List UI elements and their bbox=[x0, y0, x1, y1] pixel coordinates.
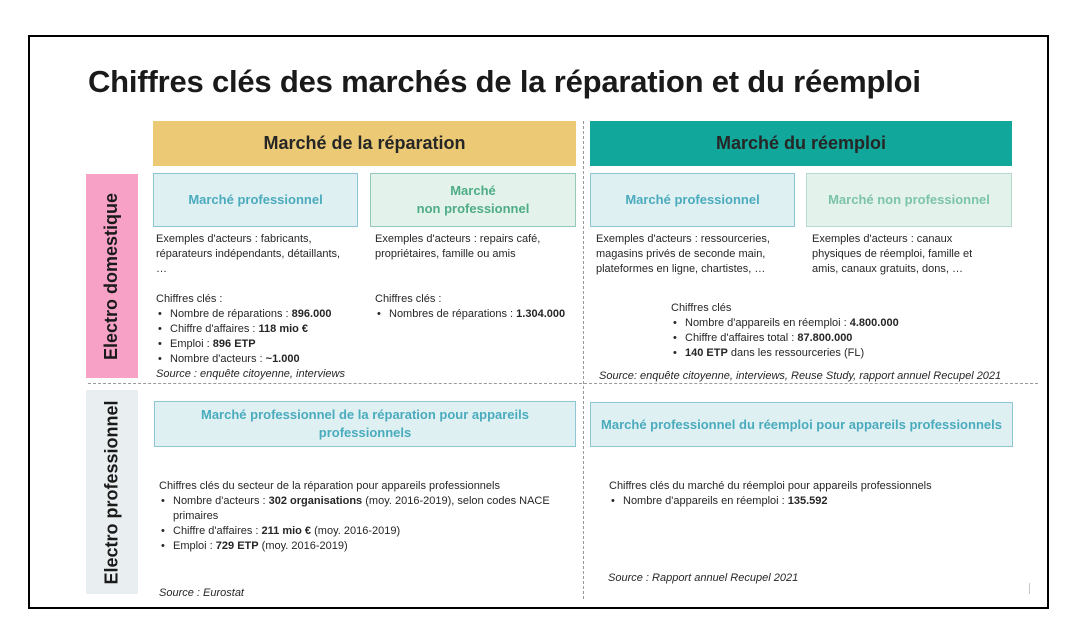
segment-repair-pro-appliances bbox=[154, 401, 576, 447]
reuse-market-header bbox=[590, 121, 1012, 166]
domestic-reuse-figures bbox=[671, 301, 1011, 361]
key-figures-heading: Chiffres clés du secteur de la réparation pour appareils professionnels bbox=[159, 480, 500, 492]
key-figures-heading: Chiffres clés : bbox=[375, 293, 442, 305]
key-figure-item: • Nombre d'appareils en réemploi : 4.800.000 bbox=[671, 316, 1011, 331]
domestic-repair-nonpro-text bbox=[375, 232, 585, 322]
reuse-market-header-label: Marché du réemploi bbox=[715, 133, 887, 153]
segment-reuse-non-professional bbox=[806, 173, 1012, 227]
row-label-electro-professionnel-text: Electro professionnel bbox=[101, 399, 122, 585]
key-figures-list bbox=[156, 307, 368, 367]
key-figures-heading: Chiffres clés : bbox=[156, 293, 223, 305]
key-figure-item: • Nombre d'appareils en réemploi : 135.592 bbox=[609, 494, 1009, 509]
domestic-reuse-pro-text bbox=[596, 232, 806, 277]
key-figure-item: • Chiffre d'affaires : 118 mio € bbox=[156, 322, 368, 337]
source-pro-repair: Source : Eurostat bbox=[159, 587, 244, 599]
key-figure-item: • Nombre d'acteurs : 302 organisations (moy. 2016-2019), selon codes NACE primaires bbox=[159, 494, 574, 524]
source-pro-reuse: Source : Rapport annuel Recupel 2021 bbox=[608, 572, 799, 584]
examples-line: physiques de réemploi, famille et bbox=[812, 248, 973, 260]
domestic-reuse-nonpro-text bbox=[812, 232, 1024, 277]
segment-reuse-pro-appliances bbox=[590, 402, 1013, 447]
examples-line: … bbox=[156, 263, 167, 275]
segment-reuse-professional-label: Marché professionnel bbox=[625, 192, 760, 208]
segment-repair-pro-appliances-label: Marché professionnel de la réparation pour appareils professionnels bbox=[201, 407, 529, 440]
key-figures-list bbox=[159, 494, 574, 554]
pro-reuse-figures bbox=[609, 479, 1009, 509]
slide-title: Chiffres clés des marchés de la réparation et du réemploi bbox=[88, 64, 921, 99]
key-figure-item: • Nombre de réparations : 896.000 bbox=[156, 307, 368, 322]
key-figure-item: • 140 ETP dans les ressourceries (FL) bbox=[671, 346, 1011, 361]
segment-repair-professional-label: Marché professionnel bbox=[188, 192, 323, 208]
examples-line: Exemples d'acteurs : ressourceries, bbox=[596, 233, 770, 245]
key-figure-item: • Emploi : 729 ETP (moy. 2016-2019) bbox=[159, 539, 574, 554]
row-label-electro-professionnel bbox=[86, 390, 138, 594]
segment-repair-professional bbox=[153, 173, 358, 227]
key-figures-list bbox=[671, 316, 1011, 361]
key-figures-list bbox=[375, 307, 585, 322]
segment-reuse-professional bbox=[590, 173, 795, 227]
key-figures-list bbox=[609, 494, 1009, 509]
segment-reuse-pro-appliances-label: Marché professionnel du réemploi pour appareils professionnels bbox=[601, 416, 1002, 432]
segment-repair-non-professional bbox=[370, 173, 576, 227]
page-marker bbox=[1029, 583, 1030, 594]
repair-market-header-label: Marché de la réparation bbox=[263, 133, 466, 153]
examples-line: amis, canaux gratuits, dons, … bbox=[812, 263, 964, 275]
examples-line: réparateurs indépendants, détaillants, bbox=[156, 248, 341, 260]
source-domestic-repair: Source : enquête citoyenne, interviews bbox=[156, 368, 345, 380]
segment-repair-non-professional-line2: non professionnel bbox=[416, 201, 530, 216]
key-figure-item: • Emploi : 896 ETP bbox=[156, 337, 368, 352]
key-figures-heading: Chiffres clés du marché du réemploi pour appareils professionnels bbox=[609, 480, 932, 492]
key-figure-item: • Chiffre d'affaires total : 87.800.000 bbox=[671, 331, 1011, 346]
key-figure-item: • Nombre d'acteurs : ~1.000 bbox=[156, 352, 368, 367]
key-figure-item: • Nombres de réparations : 1.304.000 bbox=[375, 307, 585, 322]
domestic-repair-pro-text bbox=[156, 232, 368, 367]
examples-line: magasins privés de seconde main, bbox=[596, 248, 766, 260]
row-label-electro-domestique-text: Electro domestique bbox=[101, 192, 122, 360]
column-divider bbox=[583, 121, 584, 599]
examples-line: propriétaires, famille ou amis bbox=[375, 248, 516, 260]
segment-reuse-non-professional-label: Marché non professionnel bbox=[828, 192, 990, 208]
key-figure-item: • Chiffre d'affaires : 211 mio € (moy. 2016-2019) bbox=[159, 524, 574, 539]
row-label-electro-domestique bbox=[86, 174, 138, 378]
examples-line: Exemples d'acteurs : repairs café, bbox=[375, 233, 541, 245]
examples-line: Exemples d'acteurs : fabricants, bbox=[156, 233, 312, 245]
segment-repair-non-professional-line1: Marché bbox=[450, 183, 496, 199]
source-domestic-reuse: Source: enquête citoyenne, interviews, Reuse Study, rapport annuel Recupel 2021 bbox=[599, 370, 1002, 382]
pro-repair-figures bbox=[159, 479, 574, 554]
examples-line: plateformes en ligne, chartistes, … bbox=[596, 263, 766, 275]
examples-line: Exemples d'acteurs : canaux bbox=[812, 233, 953, 245]
key-figures-heading: Chiffres clés bbox=[671, 302, 732, 314]
repair-market-header bbox=[153, 121, 576, 166]
